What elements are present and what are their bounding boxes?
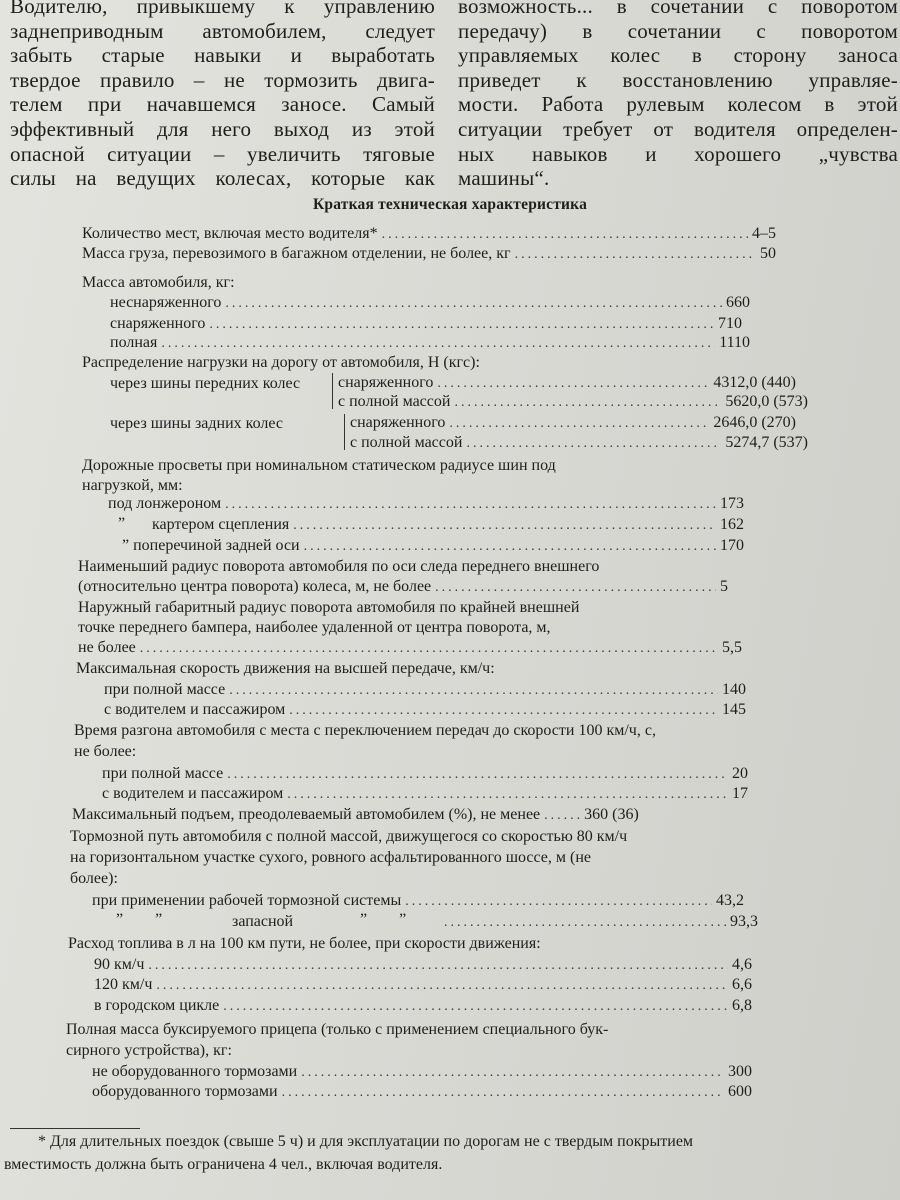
leader-dots — [209, 315, 714, 335]
leader-dots — [140, 639, 718, 659]
leader-dots — [293, 516, 716, 536]
spec-row-climb — [72, 805, 794, 825]
right-text-column — [458, 0, 898, 191]
front-wheels-label: через шины передних колес — [110, 375, 301, 392]
spec-row-clearance-clutch — [152, 515, 744, 535]
ditto-mark: ” — [118, 515, 126, 532]
left-line: заднеприводным автомобилем, следует — [10, 18, 435, 43]
leader-dots — [282, 1083, 724, 1103]
spec-label: картером сцепления — [152, 516, 290, 533]
leader-dots — [227, 765, 728, 785]
spec-label: не оборудованного тормозами — [92, 1063, 298, 1080]
leader-dots — [148, 956, 728, 976]
spec-value: 710 — [718, 315, 742, 332]
spec-label: 120 км/ч — [94, 976, 153, 993]
spec-row-mass-curb — [110, 314, 742, 334]
spec-label: снаряженного — [110, 315, 206, 332]
right-line: мости. Работа рулевым колесом в этой — [458, 92, 898, 117]
footnote — [4, 1130, 890, 1176]
turn-radius-heading: Наименьший радиус поворота автомобиля по оси следа переднего внешнего — [78, 558, 600, 575]
spec-label: 90 км/ч — [94, 956, 145, 973]
spec-row-fuel-city — [94, 996, 752, 1016]
spec-value: 17 — [732, 785, 748, 802]
leader-dots — [287, 785, 728, 805]
left-line: забыть старые навыки и выработать — [10, 43, 435, 68]
spec-label: Масса груза, перевозимого в багажном отделении, не более, кг — [82, 245, 511, 262]
spec-value: 5620,0 (573) — [725, 393, 808, 410]
spec-label: при применении рабочей тормозной системы — [92, 892, 402, 909]
brake-heading: более): — [70, 870, 118, 887]
speed-heading: Максимальная скорость движения на высшей передаче, км/ч: — [76, 660, 495, 677]
spec-value: 2646,0 (270) — [713, 414, 796, 431]
spec-row-clearance-spar — [108, 494, 744, 514]
spec-label: неснаряженного — [110, 294, 222, 311]
spec-label: ” поперечиной задней оси — [122, 537, 300, 554]
spec-value: 43,2 — [716, 892, 744, 909]
spec-value: 600 — [728, 1083, 752, 1100]
spec-value: 1110 — [719, 334, 750, 351]
spec-row-accel-driver — [102, 784, 748, 804]
leader-dots — [301, 1063, 724, 1083]
spec-value: 4–5 — [752, 225, 776, 242]
spec-value: 5,5 — [722, 639, 742, 656]
spec-label: с водителем и пассажиром — [104, 701, 286, 718]
right-line: ситуации требует от водителя определен- — [458, 116, 898, 141]
footnote-line: вместимость должна быть ограничена 4 чел., включая водителя. — [4, 1156, 443, 1173]
spec-label: полная — [110, 334, 158, 351]
spec-row-accel-full — [102, 764, 748, 784]
leader-dots — [229, 681, 718, 701]
spec-row-rear-curb — [350, 413, 796, 433]
spec-value: 140 — [722, 681, 746, 698]
load-heading: Распределение нагрузки на дорогу от автомобиля, Н (кгс): — [82, 354, 480, 371]
spec-row-trailer-braked — [92, 1082, 752, 1102]
right-line: машины“. — [458, 166, 550, 191]
mass-heading: Масса автомобиля, кг: — [82, 274, 235, 291]
leader-dots — [225, 294, 722, 314]
spec-value: 4,6 — [732, 956, 752, 973]
brace-line — [332, 373, 333, 409]
right-line: ных навыков и хорошего „чувства — [458, 141, 898, 166]
spec-value: 145 — [722, 701, 746, 718]
spec-row-trailer-unbraked — [92, 1062, 752, 1082]
brake-spare-label: запасной — [232, 913, 294, 930]
spec-label: Максимальный подъем, преодолеваемый автомобилем (%), не менее — [72, 806, 541, 823]
spec-row-mass-full — [110, 333, 750, 353]
spec-value: 20 — [732, 765, 748, 782]
spec-row-clearance-axle — [122, 536, 744, 556]
leader-dots — [454, 393, 721, 413]
leader-dots — [382, 225, 748, 245]
spec-title: Краткая техническая характеристика — [312, 196, 588, 213]
spec-row-brake-spare — [440, 912, 758, 932]
trailer-heading: сирного устройства), кг: — [66, 1042, 232, 1059]
left-line: Водителю, привыкшему к управлению — [10, 0, 435, 18]
spec-label: в городском цикле — [94, 997, 220, 1014]
leader-dots — [437, 374, 709, 394]
spec-row-fuel-120 — [94, 975, 752, 995]
spec-label: не более — [78, 639, 136, 656]
footnote-line: * Для длительных поездок (свыше 5 ч) и для эксплуатации по дорогам не с твердым покрытием — [38, 1133, 694, 1150]
leader-dots — [225, 495, 716, 515]
leader-dots — [289, 701, 718, 721]
spec-label: с водителем и пассажиром — [102, 785, 284, 802]
spec-row-turn-radius — [78, 577, 728, 597]
spec-row-speed-driver — [104, 700, 746, 720]
leader-dots — [515, 245, 756, 265]
spec-value: 6,6 — [732, 976, 752, 993]
left-line: силы на ведущих колесах, которые как — [10, 166, 435, 191]
spec-value: 360 (36) — [584, 806, 639, 823]
fuel-heading: Расход топлива в л на 100 км пути, не более, при скорости движения: — [68, 935, 541, 952]
spec-label: под лонжероном — [108, 495, 222, 512]
outer-radius-heading: точке переднего бампера, наиболее удаленной от центра поворота, м, — [78, 619, 551, 636]
spec-label: (относительно центра поворота) колеса, м, не более — [78, 578, 432, 595]
spec-value: 170 — [720, 537, 744, 554]
brake-heading: на горизонтальном участке сухого, ровного асфальтированного шоссе, м (не — [70, 849, 592, 866]
left-line: твердое правило – не тормозить двига- — [10, 67, 435, 92]
spec-row-front-curb — [338, 373, 796, 393]
spec-label: снаряженного — [338, 374, 434, 391]
clearance-heading: нагрузкой, мм: — [82, 477, 183, 494]
spec-value: 6,8 — [732, 997, 752, 1014]
accel-heading: не более: — [74, 743, 137, 760]
ditto-mark: ” ” — [360, 911, 407, 928]
left-line: телем при начавшемся заносе. Самый — [10, 92, 435, 117]
leader-dots — [223, 997, 728, 1017]
spec-value: 4312,0 (440) — [713, 374, 796, 391]
leader-dots — [444, 913, 726, 933]
spec-value: 173 — [720, 495, 744, 512]
ditto-mark: ” ” — [116, 911, 163, 928]
spec-value: 162 — [720, 516, 744, 533]
spec-row-seats — [82, 224, 776, 244]
spec-row-mass-unladen — [110, 293, 750, 313]
spec-value: 50 — [760, 245, 776, 262]
spec-row-fuel-90 — [94, 955, 752, 975]
right-line: передачу) в сочетании с поворотом — [458, 18, 898, 43]
clearance-heading: Дорожные просветы при номинальном статическом радиусе шин под — [82, 457, 556, 474]
spec-row-front-full — [338, 392, 808, 412]
spec-label: при полной массе — [102, 765, 224, 782]
spec-value: 300 — [728, 1063, 752, 1080]
spec-value: 5 — [720, 578, 728, 595]
spec-label: снаряженного — [350, 414, 446, 431]
leader-dots — [466, 434, 721, 454]
spec-row-rear-full — [350, 433, 808, 453]
right-line: приведет к восстановлению управляе- — [458, 67, 898, 92]
spec-label: с полной массой — [338, 393, 451, 410]
spec-label: Количество мест, включая место водителя* — [82, 225, 378, 242]
leader-dots — [405, 892, 712, 912]
brake-heading: Тормозной путь автомобиля с полной массой, движущегося со скоростью 80 км/ч — [70, 828, 628, 845]
spec-label: оборудованного тормозами — [92, 1083, 278, 1100]
left-line: опасной ситуации – увеличить тяговые — [10, 141, 435, 166]
spec-value: 660 — [726, 294, 750, 311]
spec-label: с полной массой — [350, 434, 463, 451]
spec-row-brake-main — [92, 891, 744, 911]
leader-dots — [435, 578, 716, 598]
left-text-column — [10, 0, 435, 191]
spec-row-outer-radius — [78, 638, 742, 658]
leader-dots — [449, 414, 709, 434]
outer-radius-heading: Наружный габаритный радиус поворота автомобиля по крайней внешней — [78, 599, 580, 616]
leader-dots — [544, 806, 580, 826]
rear-wheels-label: через шины задних колес — [110, 415, 283, 432]
brace-line — [344, 414, 345, 450]
left-line: эффективный для него выход из этой — [10, 116, 435, 141]
spec-value: 5274,7 (537) — [725, 434, 808, 451]
spec-value: 93,3 — [730, 913, 758, 930]
leader-dots — [161, 334, 715, 354]
footnote-rule — [10, 1128, 140, 1129]
leader-dots — [156, 976, 728, 996]
leader-dots — [304, 537, 716, 557]
trailer-heading: Полная масса буксируемого прицепа (только с применением специального бук- — [66, 1021, 609, 1038]
right-line: управляемых колес в сторону заноса — [458, 43, 898, 68]
spec-row-speed-full — [104, 680, 746, 700]
accel-heading: Время разгона автомобиля с места с переключением передач до скорости 100 км/ч, с, — [74, 722, 656, 739]
spec-label: при полной массе — [104, 681, 226, 698]
right-line: возможность... в сочетании с поворотом — [458, 0, 898, 18]
spec-row-cargo — [82, 244, 776, 264]
